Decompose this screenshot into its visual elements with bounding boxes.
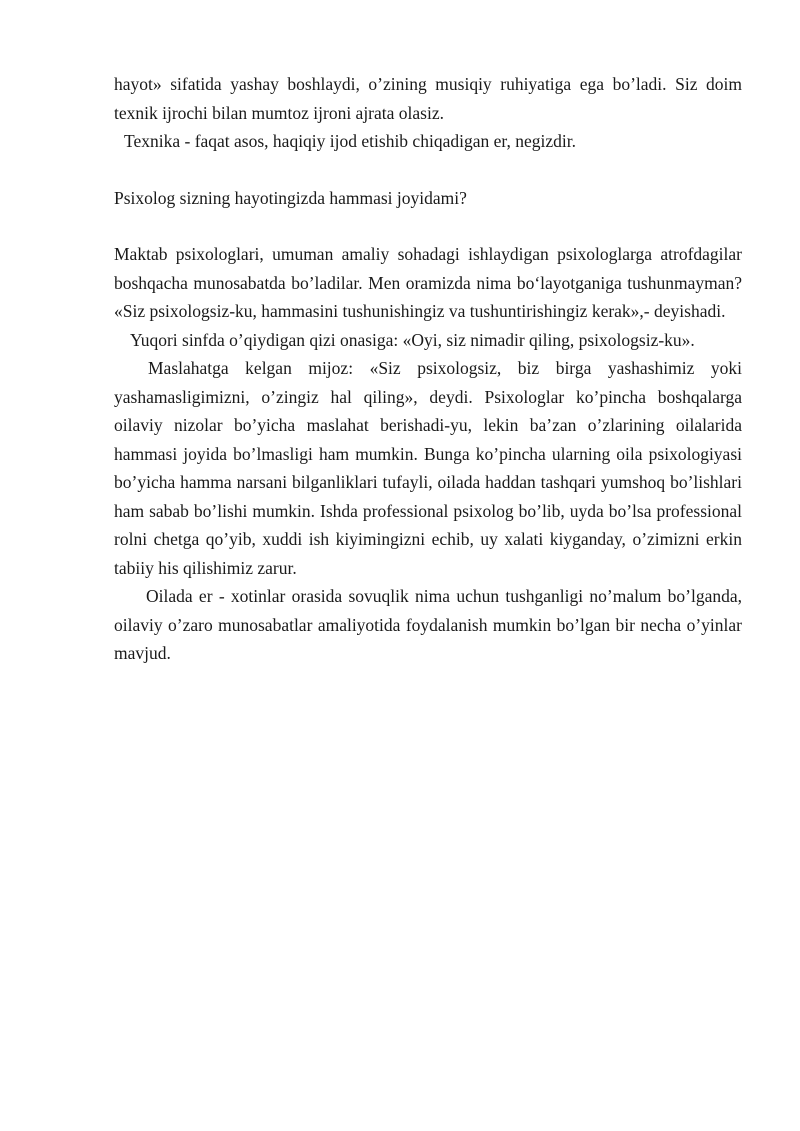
section-heading: Psixolog sizning hayotingizda hammasi joyidami? <box>114 187 467 208</box>
paragraph-3: Maktab psixologlari, umuman amaliy sohadagi ishlaydigan psixologlarga atrofdagilar boshqacha munosabatda bo’ladilar. Men oramizda nima boʻlayotganiga tushunmayman? «Siz psixologsiz-ku, hammasini tushunishingiz va tushuntirishingiz kerak»,- deyishadi. <box>114 244 742 321</box>
paragraph-5: Maslahatga kelgan mijoz: «Siz psixologsiz, biz birga yashashimiz yoki yashamasligimizni, o’zingiz hal qiling», deydi. Psixologlar ko’pincha boshqalarga oilaviy nizolar bo’yicha maslahat berishadi-yu, lekin ba’zan o’zlarining oilalarida hammasi joyida bo’lmasligi ham mumkin. Bunga ko’pincha ularning oila psixologiyasi bo’yicha hamma narsani bilganliklari tufayli, oilada haddan tashqari yumshoq bo’lishlari ham sabab bo’lishi mumkin. Ishda professional psixolog bo’lib, uyda bo’lsa professional rolni chetga qo’yib, xuddi ish kiyimingizni echib, uy xalati kiyganday, o’zimizni erkin tabiiy his qilishimiz zarur. <box>114 358 742 578</box>
paragraph-2: Texnika - faqat asos, haqiqiy ijod etishib chiqadigan er, negizdir. <box>124 131 576 151</box>
paragraph-6: Oilada er - xotinlar orasida sovuqlik nima uchun tushganligi no’malum bo’lganda, oilaviy o’zaro munosabatlar amaliyotida foydalanish mumkin bo’lgan bir necha o’yinlar mavjud. <box>114 586 742 663</box>
document-page <box>114 70 742 668</box>
blank-line <box>114 156 742 184</box>
blank-line <box>114 212 742 240</box>
paragraph-4: Yuqori sinfda o’qiydigan qizi onasiga: «Oyi, siz nimadir qiling, psixologsiz-ku». <box>130 329 695 350</box>
paragraph-1: hayot» sifatida yashay boshlaydi, o’zining musiqiy ruhiyatiga ega bo’ladi. Siz doim texnik ijrochi bilan mumtoz ijroni ajrata olasiz. <box>114 74 742 123</box>
